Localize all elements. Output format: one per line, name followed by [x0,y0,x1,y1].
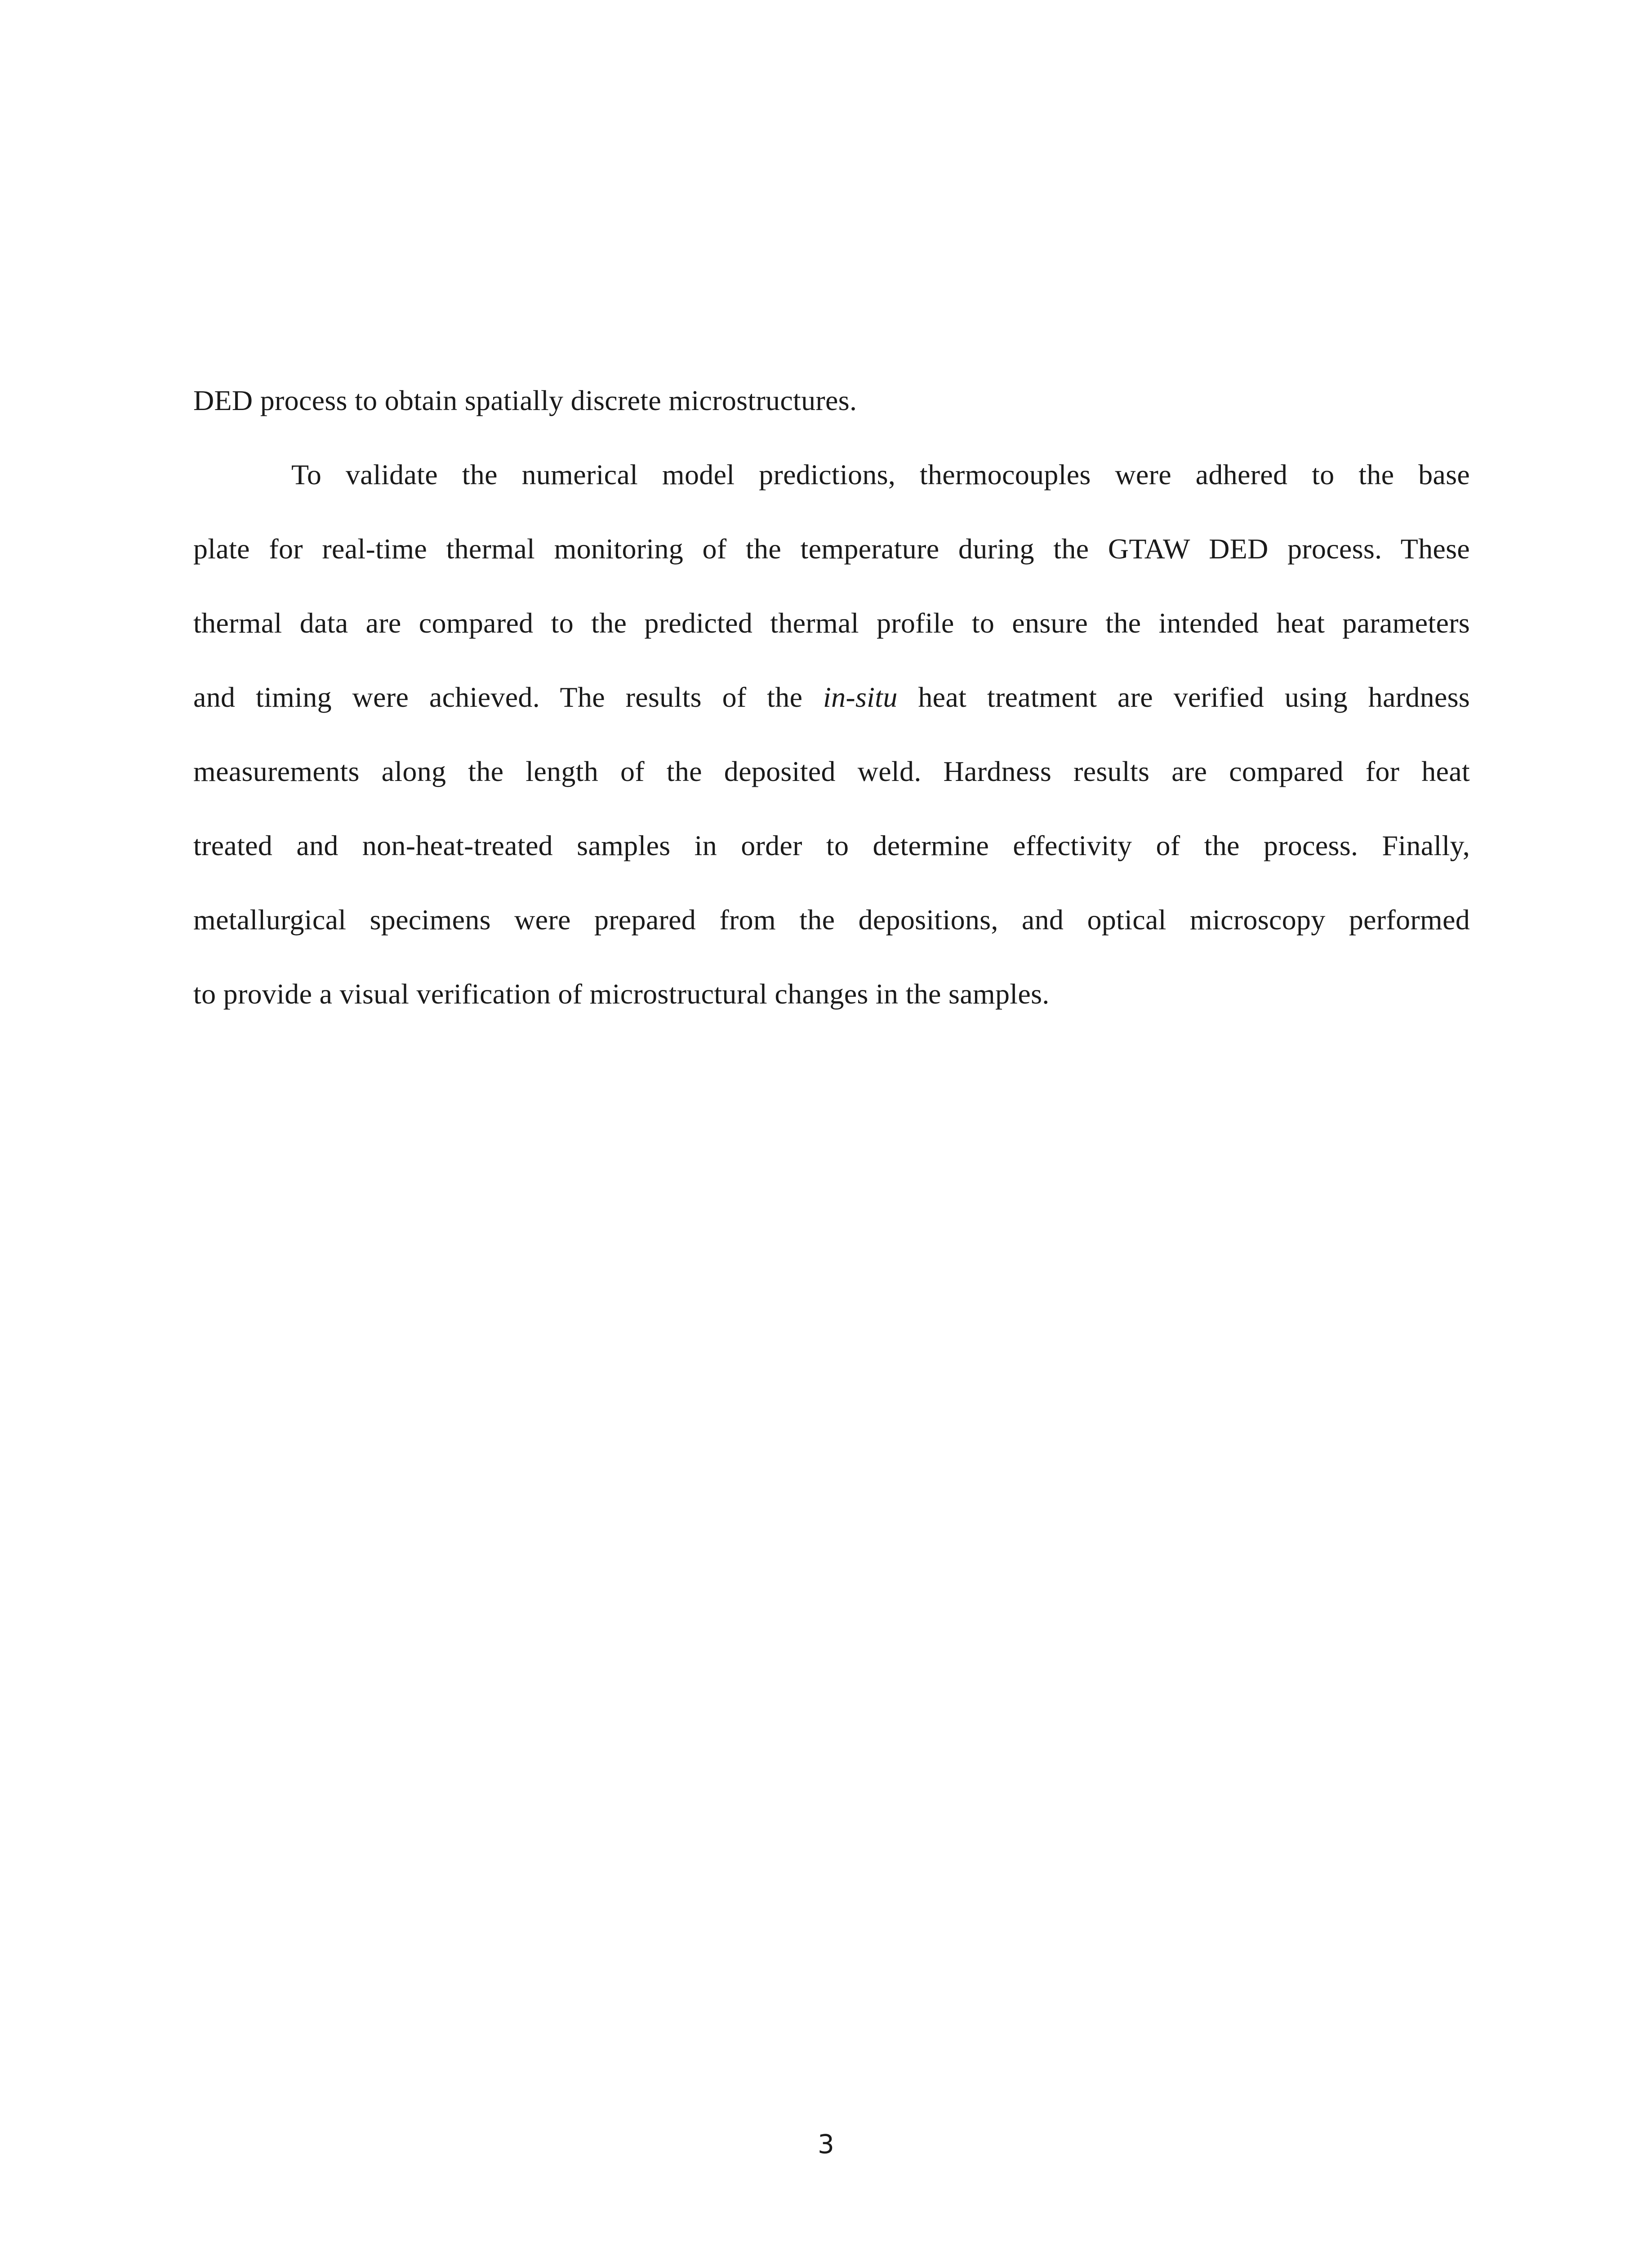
text-line: measurements along the length of the deposited weld. Hardness results are compared for heat [193,755,1470,787]
text-line: thermal data are compared to the predicted thermal profile to ensure the intended heat parameters [193,607,1470,639]
text-line: to provide a visual verification of microstructural changes in the samples. [193,978,1050,1010]
text-segment: heat treatment are verified using hardness [897,681,1470,713]
text-segment: and timing were achieved. The results of the [193,681,823,713]
text-line: treated and non-heat-treated samples in order to determine effectivity of the process. Finally, [193,830,1470,861]
body-text [193,363,1470,1031]
text-line: DED process to obtain spatially discrete microstructures. [193,384,857,416]
text-line: plate for real-time thermal monitoring of the temperature during the GTAW DED process. These [193,533,1470,565]
page-number: 3 [818,2129,834,2159]
text-line: metallurgical specimens were prepared from the depositions, and optical microscopy performed [193,904,1470,936]
text-line [193,660,1470,734]
text-line: To validate the numerical model predictions, thermocouples were adhered to the base [291,459,1470,491]
italic-term: in-situ [823,681,898,713]
